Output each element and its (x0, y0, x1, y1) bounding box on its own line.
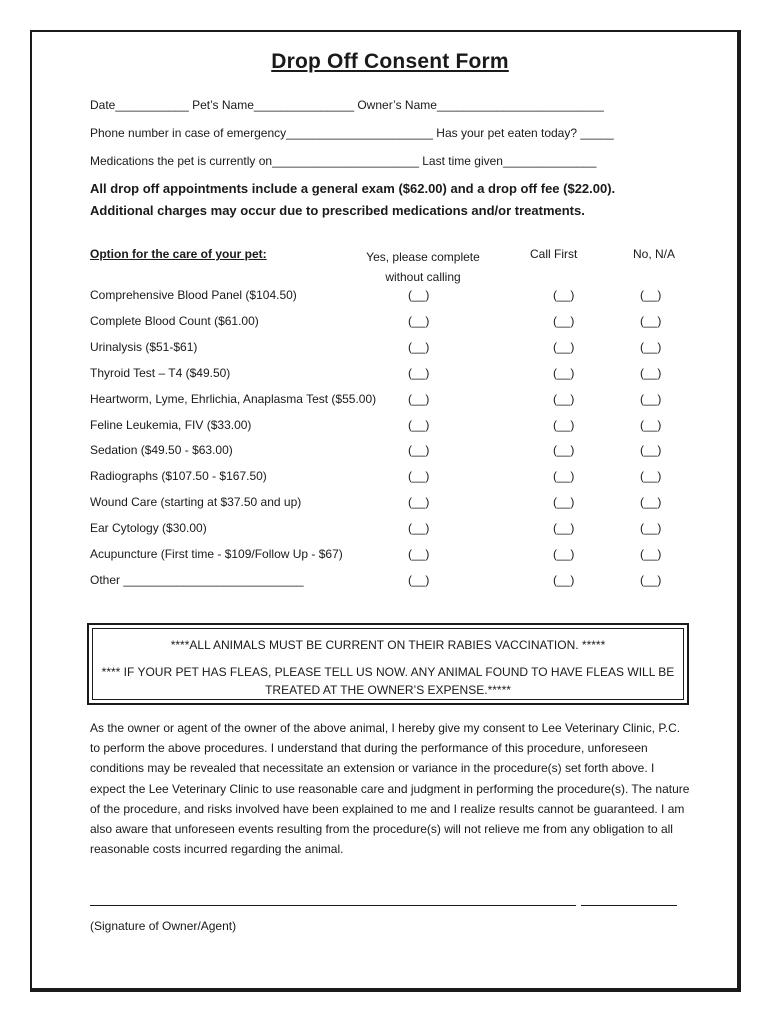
yes-checkbox[interactable]: (__) (408, 572, 430, 587)
option-label: Acupuncture (First time - $109/Follow Up - $67) (90, 547, 343, 561)
option-row (90, 547, 690, 567)
call-first-checkbox[interactable]: (__) (553, 495, 575, 510)
option-label: Ear Cytology ($30.00) (90, 521, 207, 536)
yes-checkbox[interactable]: (__) (408, 443, 430, 458)
signature-line[interactable] (90, 905, 576, 906)
yes-checkbox[interactable]: (__) (408, 495, 430, 510)
call-first-checkbox[interactable]: (__) (553, 443, 575, 458)
option-label: Radiographs ($107.50 - $167.50) (90, 469, 267, 484)
option-row (90, 521, 690, 541)
yes-checkbox[interactable]: (__) (408, 521, 430, 536)
no-na-checkbox[interactable]: (__) (640, 288, 662, 302)
option-row (90, 392, 690, 412)
warning-box (87, 623, 689, 705)
no-na-checkbox[interactable]: (__) (640, 339, 662, 354)
option-label: Sedation ($49.50 - $63.00) (90, 443, 233, 458)
option-row (90, 495, 690, 515)
warning-box-inner (92, 628, 684, 700)
form-title: Drop Off Consent Form (271, 50, 509, 73)
call-first-checkbox[interactable]: (__) (553, 547, 575, 561)
field-line-phone-eaten[interactable]: Phone number in case of emergency______________________ Has your pet eaten today? _____ (90, 126, 614, 140)
no-na-checkbox[interactable]: (__) (640, 443, 662, 458)
call-first-checkbox[interactable]: (__) (553, 365, 575, 380)
column-yes-header: Yes, please complete without calling (366, 250, 480, 284)
call-first-checkbox[interactable]: (__) (553, 288, 575, 302)
option-row (90, 469, 690, 489)
call-first-checkbox[interactable]: (__) (553, 572, 575, 587)
no-na-checkbox[interactable]: (__) (640, 469, 662, 484)
call-first-checkbox[interactable]: (__) (553, 339, 575, 354)
no-na-checkbox[interactable]: (__) (640, 547, 662, 561)
no-na-checkbox[interactable]: (__) (640, 313, 662, 328)
no-na-checkbox[interactable]: (__) (640, 495, 662, 510)
rabies-warning: ****ALL ANIMALS MUST BE CURRENT ON THEIR RABIES VACCINATION. ***** (170, 638, 606, 652)
no-na-checkbox[interactable]: (__) (640, 417, 662, 432)
fleas-warning: **** IF YOUR PET HAS FLEAS, PLEASE TELL US NOW. ANY ANIMAL FOUND TO HAVE FLEAS WILL BE TREATED AT THE OWNER’S EXPENSE.***** (101, 665, 675, 697)
call-first-checkbox[interactable]: (__) (553, 521, 575, 536)
yes-checkbox[interactable]: (__) (408, 339, 430, 354)
yes-checkbox[interactable]: (__) (408, 391, 430, 406)
no-na-checkbox[interactable]: (__) (640, 521, 662, 536)
option-label: Heartworm, Lyme, Ehrlichia, Anaplasma Test ($55.00) (90, 391, 377, 406)
column-no-header: No, N/A (633, 247, 676, 261)
option-row (90, 340, 690, 360)
fee-notice: All drop off appointments include a general exam ($62.00) and a drop off fee ($22.00). (90, 181, 616, 196)
option-label: Complete Blood Count ($61.00) (90, 313, 259, 328)
option-label: Wound Care (starting at $37.50 and up) (90, 495, 302, 510)
no-na-checkbox[interactable]: (__) (640, 572, 662, 587)
form-content (90, 50, 690, 933)
charges-notice: Additional charges may occur due to prescribed medications and/or treatments. (90, 203, 585, 218)
consent-paragraph: As the owner or agent of the owner of the above animal, I hereby give my consent to Lee Veterinary Clinic, P.C. to perform the above procedures. I understand that during the performance of this procedure, unforeseen conditions may be revealed that necessitate an extension or variance in the procedure(s) set forth above. I expect the Lee Veterinary Clinic to use reasonable care and judgment in performing the procedure(s). The nature of the procedure, and risks involved have been explained to me and I realize results cannot be guaranteed. I am also aware that unforeseen events resulting from the procedure(s) will not relieve me from any obligation to all reasonable costs incurred regarding the animal. (90, 721, 690, 857)
yes-checkbox[interactable]: (__) (408, 288, 430, 302)
option-row (90, 418, 690, 438)
field-line-date-pet-owner[interactable]: Date___________ Pet’s Name_______________ Owner’s Name_________________________ (90, 98, 604, 112)
call-first-checkbox[interactable]: (__) (553, 417, 575, 432)
yes-checkbox[interactable]: (__) (408, 313, 430, 328)
call-first-checkbox[interactable]: (__) (553, 469, 575, 484)
signature-date-line[interactable] (581, 905, 677, 906)
yes-checkbox[interactable]: (__) (408, 365, 430, 380)
option-row (90, 314, 690, 334)
yes-checkbox[interactable]: (__) (408, 417, 430, 432)
option-label: Urinalysis ($51-$61) (90, 339, 198, 354)
signature-label: (Signature of Owner/Agent) (90, 919, 237, 933)
option-row (90, 443, 690, 463)
column-call-header: Call First (530, 247, 578, 261)
call-first-checkbox[interactable]: (__) (553, 313, 575, 328)
option-label: Thyroid Test – T4 ($49.50) (90, 365, 231, 380)
options-heading: Option for the care of your pet: (90, 247, 267, 261)
option-row (90, 573, 690, 593)
option-label: Feline Leukemia, FIV ($33.00) (90, 417, 252, 432)
option-row (90, 366, 690, 386)
no-na-checkbox[interactable]: (__) (640, 391, 662, 406)
option-row (90, 288, 690, 308)
option-label: Other ___________________________ (90, 572, 304, 587)
yes-checkbox[interactable]: (__) (408, 469, 430, 484)
yes-checkbox[interactable]: (__) (408, 547, 430, 561)
call-first-checkbox[interactable]: (__) (553, 391, 575, 406)
no-na-checkbox[interactable]: (__) (640, 365, 662, 380)
option-label: Comprehensive Blood Panel ($104.50) (90, 288, 297, 302)
field-line-medications[interactable]: Medications the pet is currently on______________________ Last time given______________ (90, 154, 597, 168)
